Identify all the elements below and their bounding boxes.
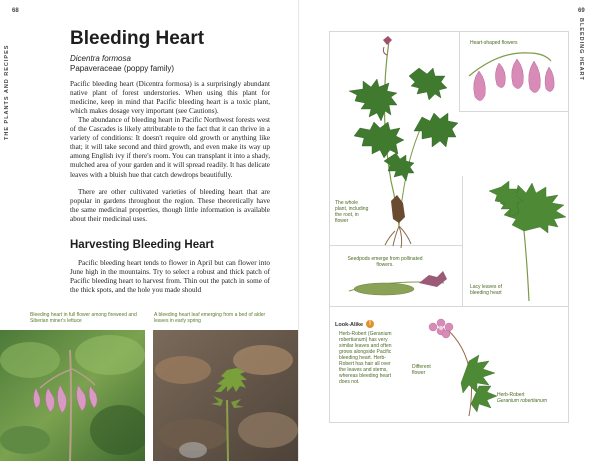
caution-icon: ! [366,320,374,328]
section-heading: Harvesting Bleeding Heart [70,239,214,251]
page-number-left: 68 [12,8,19,14]
heart-flowers-illustration [469,53,554,101]
abundance-paragraph: The abundance of bleeding heart in Pacific Northwest forests west of the Cascades is likely attributable to the fact that it can thrive in a variety of conditions: It doesn't require old growth or anything like that; it will take second and third growth, and even make its way up among English ivy if there's room. You can transplant it into a shady, mulched area of your garden and it will spread readily. It has delicate leaves with a bluish hue that catch dewdrops beautifully. [70,116,270,179]
intro-paragraph: Pacific bleeding heart (Dicentra formosa) is a surprisingly abundant native plant of forest understories. When using this plant for medicine, keep in mind that Pacific bleeding heart is a toxic plant, which makes dosage very important (see Cautions). [70,80,270,116]
caption-heart-flowers: Heart-shaped flowers [470,40,518,46]
caption-whole-plant: The whole plant, including the root, in flower [335,200,369,224]
photo-caption-1: Bleeding heart in full flower among fireweed and Siberian miner's lettuce [30,312,137,324]
look-alike-title: Look-Alike [335,322,364,328]
page-gutter [298,0,299,461]
seedpod-illustration [349,271,447,295]
varieties-paragraph: There are other cultivated varieties of bleeding heart that are popular in gardens throughout the region. These theoretically have the same medicinal properties, though little information is available about their medicinal uses. [70,188,270,224]
look-alike-text: Herb-Robert (Geranium robertianum) has very similar leaves and often grows alongside Pacific bleeding heart. Herb-Robert has hair all over the leaves and stems, whereas bleeding heart does not. [339,331,392,385]
side-label-left: THE PLANTS AND RECIPES [4,44,10,140]
plant-family: Papaveraceae (poppy family) [70,64,175,73]
photo-caption-2: A bleeding heart leaf emerging from a bed of alder leaves in early spring [154,312,266,324]
page-number-right: 69 [578,8,585,14]
caption-lacy-leaves: Lacy leaves of bleeding heart [470,284,502,296]
caption-different-flower: Different flower [412,364,431,376]
page-title: Bleeding Heart [70,28,205,49]
scientific-name: Dicentra formosa [70,54,131,63]
photo-bleeding-heart-flowers [0,330,145,461]
photo-emerging-leaf [153,330,299,461]
caption-herb-robert: Herb-Robert [497,392,525,398]
caption-seedpods: Seedpods emerge from pollinated flowers. [347,256,423,268]
caption-herb-robert-sci: Geranium robertianum [497,398,548,404]
harvest-paragraph: Pacific bleeding heart tends to flower in April but can flower into June high in the mountains. Try to select a robust and thick patch of Pacific bleeding heart to harvest from. Thin out the patch in some of the thick spots, and the hole you made should [70,259,270,295]
side-label-right: BLEEDING HEART [578,18,584,81]
lacy-leaves-illustration [489,181,566,301]
